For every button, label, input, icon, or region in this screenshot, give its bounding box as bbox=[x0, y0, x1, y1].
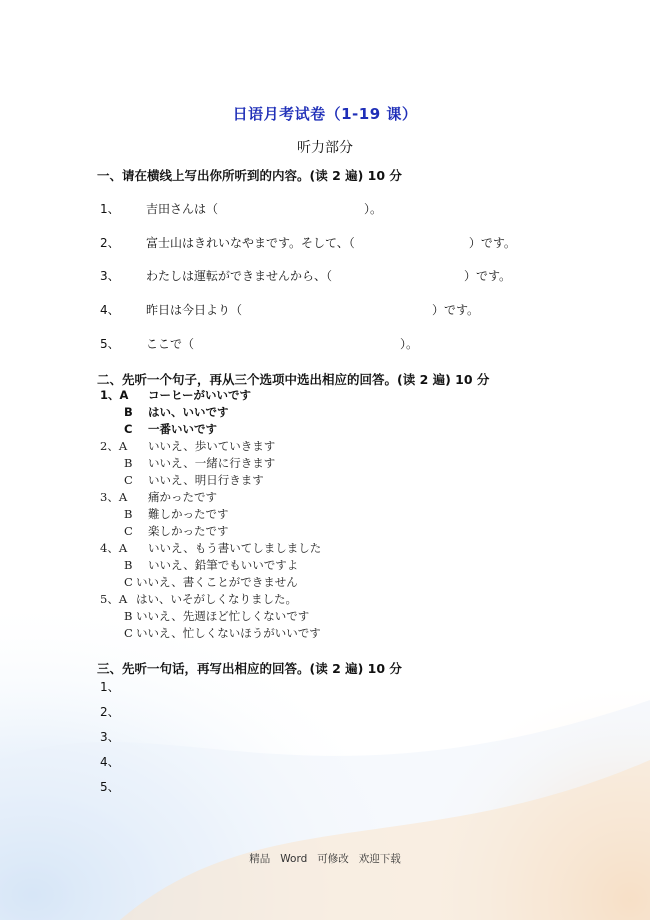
option-label: C bbox=[124, 473, 133, 487]
option-line bbox=[100, 387, 251, 403]
option-label: 3、A bbox=[100, 490, 128, 504]
footer-text: 精品 bbox=[249, 853, 271, 865]
option-label: B bbox=[124, 609, 133, 623]
option-text: 痛かったです bbox=[148, 490, 217, 504]
question-number: 4、 bbox=[100, 303, 120, 317]
option-text: 一番いいです bbox=[148, 422, 217, 436]
option-label: 5、A bbox=[100, 592, 128, 606]
fill-question bbox=[100, 267, 511, 284]
option-label: C bbox=[124, 524, 133, 538]
option-line bbox=[124, 608, 309, 624]
option-line bbox=[124, 472, 264, 488]
option-text: はい、いそがしくなりました。 bbox=[136, 592, 297, 606]
option-text: いいえ、鉛筆でもいいですよ bbox=[148, 558, 299, 572]
option-label: C bbox=[124, 626, 133, 640]
question-number: 1、 bbox=[100, 202, 120, 216]
option-text: 楽しかったです bbox=[148, 524, 229, 538]
option-text: いいえ、先週ほど忙しくないです bbox=[136, 609, 310, 623]
option-text: いいえ、一緒に行きます bbox=[148, 456, 276, 470]
question-text-before: わたしは運転ができませんから、（ bbox=[146, 269, 333, 283]
option-label: B bbox=[124, 456, 133, 470]
answer-line-number: 2、 bbox=[100, 705, 120, 719]
option-label: B bbox=[124, 558, 133, 572]
option-line bbox=[124, 574, 298, 590]
option-line bbox=[100, 489, 217, 505]
option-text: はい、いいです bbox=[148, 405, 229, 419]
option-text: いいえ、書くことができません bbox=[136, 575, 298, 589]
option-label: C bbox=[124, 575, 133, 589]
question-number: 3、 bbox=[100, 269, 120, 283]
option-line bbox=[124, 404, 229, 420]
answer-line-number: 4、 bbox=[100, 755, 120, 769]
option-text: いいえ、歩いていきます bbox=[148, 439, 276, 453]
fill-question bbox=[100, 234, 516, 251]
option-line bbox=[124, 557, 298, 573]
footer-text: 可修改 bbox=[317, 853, 349, 865]
option-label: C bbox=[124, 422, 133, 436]
footer-text: Word bbox=[280, 853, 308, 865]
option-line bbox=[100, 540, 321, 556]
question-text-after: ）。 bbox=[400, 337, 419, 351]
answer-line-number: 1、 bbox=[100, 680, 120, 694]
exam-title: 日语月考试卷（1-19 课） bbox=[232, 105, 418, 123]
option-line bbox=[124, 421, 217, 437]
question-text-before: 吉田さんは（ bbox=[146, 202, 219, 216]
option-label: B bbox=[124, 507, 133, 521]
option-text: 難しかったです bbox=[148, 507, 229, 521]
question-text-before: 富士山はきれいなやまです。そして、（ bbox=[146, 236, 355, 250]
question-text-after: ）です。 bbox=[468, 236, 516, 250]
section1-heading: 一、请在横线上写出你所听到的内容。(读 2 遍) 10 分 bbox=[97, 168, 402, 183]
fill-question bbox=[100, 301, 479, 318]
footer-text: 欢迎下载 bbox=[358, 853, 401, 865]
option-text: いいえ、忙しくないほうがいいです bbox=[136, 626, 321, 640]
option-label: B bbox=[124, 405, 133, 419]
option-label: 1、A bbox=[100, 388, 129, 402]
question-text-before: 昨日は今日より（ bbox=[146, 303, 243, 317]
section2-heading: 二、先听一个句子，再从三个选项中选出相应的回答。(读 2 遍) 10 分 bbox=[97, 372, 490, 387]
question-text-after: ）です。 bbox=[464, 269, 512, 283]
option-line bbox=[124, 506, 229, 522]
question-text-after: ）です。 bbox=[432, 303, 480, 317]
section3-heading: 三、先听一句话，再写出相应的回答。(读 2 遍) 10 分 bbox=[97, 661, 402, 676]
question-text-before: ここで（ bbox=[146, 337, 195, 351]
option-text: いいえ、明日行きます bbox=[148, 473, 264, 487]
option-line bbox=[124, 523, 229, 539]
option-line bbox=[124, 455, 275, 471]
question-text-after: ）。 bbox=[364, 202, 383, 216]
option-text: コーヒーがいいです bbox=[148, 388, 252, 402]
option-label: 4、A bbox=[100, 541, 128, 555]
option-line bbox=[100, 591, 297, 607]
option-line bbox=[100, 438, 275, 454]
option-text: いいえ、もう書いてしましました bbox=[148, 541, 322, 555]
section-subtitle: 听力部分 bbox=[297, 140, 353, 156]
option-label: 2、A bbox=[100, 439, 128, 453]
answer-line-number: 5、 bbox=[100, 780, 120, 794]
fill-question bbox=[100, 335, 418, 352]
option-line bbox=[124, 625, 321, 641]
question-number: 2、 bbox=[100, 236, 120, 250]
answer-line-number: 3、 bbox=[100, 730, 120, 744]
question-number: 5、 bbox=[100, 337, 120, 351]
page-footer bbox=[0, 851, 650, 866]
fill-question bbox=[100, 200, 382, 217]
